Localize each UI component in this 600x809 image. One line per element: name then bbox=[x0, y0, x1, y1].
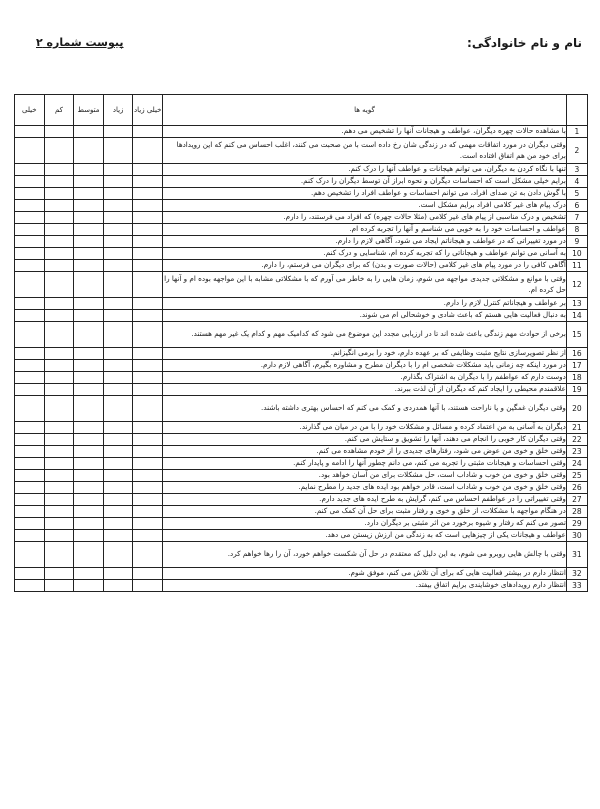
answer-cell[interactable] bbox=[44, 322, 74, 348]
answer-cell[interactable] bbox=[44, 506, 74, 518]
answer-cell[interactable] bbox=[103, 260, 133, 272]
answer-cell[interactable] bbox=[133, 138, 163, 164]
answer-cell[interactable] bbox=[15, 580, 45, 592]
item-row bbox=[15, 260, 588, 272]
item-number: 11 bbox=[566, 260, 587, 272]
answer-cell[interactable] bbox=[133, 322, 163, 348]
answer-cell[interactable] bbox=[103, 470, 133, 482]
item-row bbox=[15, 126, 588, 138]
answer-cell[interactable] bbox=[133, 530, 163, 542]
item-statement: وقتی دیگران کار خوبی را انجام می دهند، آنها را تشویق و ستایش می کنم. bbox=[163, 434, 567, 446]
item-statement: وقتی خلق و خوی من خوب و شاداب است، حل مشکلات برای من آسان خواهد بود. bbox=[163, 470, 567, 482]
answer-cell[interactable] bbox=[133, 188, 163, 200]
answer-cell[interactable] bbox=[44, 126, 74, 138]
header-row bbox=[15, 95, 588, 126]
answer-cell[interactable] bbox=[44, 568, 74, 580]
answer-cell[interactable] bbox=[74, 384, 104, 396]
item-number: 18 bbox=[566, 372, 587, 384]
item-statement: درک پیام های غیر کلامی افراد برایم مشکل است. bbox=[163, 200, 567, 212]
option-header-low: کم bbox=[44, 95, 74, 126]
answer-cell[interactable] bbox=[133, 310, 163, 322]
answer-cell[interactable] bbox=[103, 272, 133, 298]
answer-cell[interactable] bbox=[74, 446, 104, 458]
item-number: 21 bbox=[566, 422, 587, 434]
answer-cell[interactable] bbox=[74, 568, 104, 580]
item-statement: در هنگام مواجهه با مشکلات، از خلق و خوی و رفتار مثبت برای حل آن کمک می کنم. bbox=[163, 506, 567, 518]
item-number: 16 bbox=[566, 348, 587, 360]
answer-cell[interactable] bbox=[103, 396, 133, 422]
answer-cell[interactable] bbox=[103, 138, 133, 164]
option-header-medium: متوسط bbox=[74, 95, 104, 126]
answer-cell[interactable] bbox=[133, 422, 163, 434]
item-row bbox=[15, 422, 588, 434]
answer-cell[interactable] bbox=[74, 164, 104, 176]
answer-cell[interactable] bbox=[15, 482, 45, 494]
item-statement: وقتی با موانع و مشکلاتی جدیدی مواجهه می شوم، زمان هایی را به خاطر می آورم که با مشکلاتی مشابه با این مواجهه بوده ام و آنها را حل کرده ام. bbox=[163, 272, 567, 298]
item-number: 14 bbox=[566, 310, 587, 322]
answer-cell[interactable] bbox=[103, 310, 133, 322]
item-number: 13 bbox=[566, 298, 587, 310]
answer-cell[interactable] bbox=[74, 188, 104, 200]
item-number: 25 bbox=[566, 470, 587, 482]
answer-cell[interactable] bbox=[133, 458, 163, 470]
answer-cell[interactable] bbox=[44, 248, 74, 260]
answer-cell[interactable] bbox=[74, 212, 104, 224]
item-statement: وقتی دیگران در مورد اتفاقات مهمی که در زندگی شان رخ داده است با من صحبت می کنند، اغلب احساس می کنم که این رویدادها برای خود من هم اتفاق افتاده است. bbox=[163, 138, 567, 164]
answer-cell[interactable] bbox=[103, 188, 133, 200]
answer-cell[interactable] bbox=[103, 322, 133, 348]
item-number: 30 bbox=[566, 530, 587, 542]
answer-cell[interactable] bbox=[133, 248, 163, 260]
answer-cell[interactable] bbox=[15, 248, 45, 260]
answer-cell[interactable] bbox=[44, 482, 74, 494]
answer-cell[interactable] bbox=[74, 470, 104, 482]
item-row bbox=[15, 396, 588, 422]
item-number: 31 bbox=[566, 542, 587, 568]
answer-cell[interactable] bbox=[15, 568, 45, 580]
item-statement: دوست دارم که عواطفم را با دیگران به اشتراک بگذارم. bbox=[163, 372, 567, 384]
answer-cell[interactable] bbox=[44, 518, 74, 530]
answer-cell[interactable] bbox=[103, 494, 133, 506]
answer-cell[interactable] bbox=[133, 396, 163, 422]
item-number: 1 bbox=[566, 126, 587, 138]
item-number: 7 bbox=[566, 212, 587, 224]
answer-cell[interactable] bbox=[44, 458, 74, 470]
item-statement: به دنبال فعالیت هایی هستم که باعث شادی و خوشحالی ام می شوند. bbox=[163, 310, 567, 322]
answer-cell[interactable] bbox=[15, 384, 45, 396]
answer-cell[interactable] bbox=[44, 494, 74, 506]
answer-cell[interactable] bbox=[15, 434, 45, 446]
answer-cell[interactable] bbox=[15, 530, 45, 542]
answer-cell[interactable] bbox=[74, 200, 104, 212]
item-number: 29 bbox=[566, 518, 587, 530]
item-row bbox=[15, 224, 588, 236]
item-statement: وقتی با چالش هایی روبرو می شوم، به این دلیل که معتقدم در حل آن شکست خواهم خورد، آن را رها خواهم کرد. bbox=[163, 542, 567, 568]
answer-cell[interactable] bbox=[15, 506, 45, 518]
item-row bbox=[15, 348, 588, 360]
answer-cell[interactable] bbox=[74, 224, 104, 236]
item-row bbox=[15, 542, 588, 568]
answer-cell[interactable] bbox=[74, 494, 104, 506]
item-row bbox=[15, 518, 588, 530]
answer-cell[interactable] bbox=[15, 188, 45, 200]
answer-cell[interactable] bbox=[44, 470, 74, 482]
answer-cell[interactable] bbox=[44, 580, 74, 592]
answer-cell[interactable] bbox=[103, 568, 133, 580]
answer-cell[interactable] bbox=[133, 176, 163, 188]
answer-cell[interactable] bbox=[103, 348, 133, 360]
item-row bbox=[15, 200, 588, 212]
answer-cell[interactable] bbox=[103, 434, 133, 446]
item-row bbox=[15, 310, 588, 322]
item-statement: عواطف و احساسات خود را به خوبی می شناسم و آنها را تجربه کرده ام. bbox=[163, 224, 567, 236]
appendix-label: پیوست شماره ۲ bbox=[36, 36, 124, 49]
item-number: 23 bbox=[566, 446, 587, 458]
option-header-high: زیاد bbox=[103, 95, 133, 126]
item-number: 32 bbox=[566, 568, 587, 580]
item-number: 6 bbox=[566, 200, 587, 212]
item-statement: دیگران به آسانی به من اعتماد کرده و مسائل و مشکلات خود را با من در میان می گذارند. bbox=[163, 422, 567, 434]
answer-cell[interactable] bbox=[103, 482, 133, 494]
answer-cell[interactable] bbox=[74, 260, 104, 272]
item-row bbox=[15, 494, 588, 506]
answer-cell[interactable] bbox=[44, 384, 74, 396]
answer-cell[interactable] bbox=[133, 568, 163, 580]
answer-cell[interactable] bbox=[15, 494, 45, 506]
item-number: 26 bbox=[566, 482, 587, 494]
answer-cell[interactable] bbox=[15, 322, 45, 348]
answer-cell[interactable] bbox=[133, 372, 163, 384]
item-row bbox=[15, 372, 588, 384]
item-number: 4 bbox=[566, 176, 587, 188]
item-number: 28 bbox=[566, 506, 587, 518]
item-statement: علاقمندم محیطی را ایجاد کنم که دیگران از آن لذت ببرند. bbox=[163, 384, 567, 396]
answer-cell[interactable] bbox=[15, 360, 45, 372]
item-number: 19 bbox=[566, 384, 587, 396]
item-statement: با گوش دادن به تن صدای افراد، می توانم احساسات و عواطف افراد را تشخیص دهم. bbox=[163, 188, 567, 200]
item-statement: تنها با نگاه کردن به دیگران، می توانم هیجانات و عواطف آنها را درک کنم. bbox=[163, 164, 567, 176]
item-statement: وقتی تغییراتی را در عواطفم احساس می کنم، گرایش به طرح ایده های جدید دارم. bbox=[163, 494, 567, 506]
item-statement: آگاهی کافی را در مورد پیام های غیر کلامی (حالات صورت و بدن) که برای دیگران می فرستم، را دارم. bbox=[163, 260, 567, 272]
item-row bbox=[15, 506, 588, 518]
answer-cell[interactable] bbox=[15, 212, 45, 224]
answer-cell[interactable] bbox=[74, 372, 104, 384]
answer-cell[interactable] bbox=[74, 176, 104, 188]
item-statement: وقتی خلق و خوی من عوض می شود، رفتارهای جدیدی را از خودم مشاهده می کنم. bbox=[163, 446, 567, 458]
answer-cell[interactable] bbox=[133, 260, 163, 272]
item-row bbox=[15, 138, 588, 164]
item-row bbox=[15, 458, 588, 470]
item-number: 27 bbox=[566, 494, 587, 506]
answer-cell[interactable] bbox=[15, 372, 45, 384]
item-row bbox=[15, 446, 588, 458]
answer-cell[interactable] bbox=[44, 360, 74, 372]
answer-cell[interactable] bbox=[133, 298, 163, 310]
item-row bbox=[15, 248, 588, 260]
answer-cell[interactable] bbox=[133, 470, 163, 482]
item-row bbox=[15, 434, 588, 446]
item-statement: وقتی دیگران غمگین و یا ناراحت هستند، با آنها همدردی و کمک می کنم که احساس بهتری داشته باشند. bbox=[163, 396, 567, 422]
item-row bbox=[15, 360, 588, 372]
item-statement: برایم خیلی مشکل است که احساسات دیگران و نحوه ابراز آن توسط دیگران را درک کنم. bbox=[163, 176, 567, 188]
item-number: 3 bbox=[566, 164, 587, 176]
answer-cell[interactable] bbox=[133, 236, 163, 248]
answer-cell[interactable] bbox=[44, 236, 74, 248]
answer-cell[interactable] bbox=[44, 310, 74, 322]
answer-cell[interactable] bbox=[15, 348, 45, 360]
answer-cell[interactable] bbox=[133, 506, 163, 518]
answer-cell[interactable] bbox=[103, 372, 133, 384]
answer-cell[interactable] bbox=[103, 422, 133, 434]
item-statement: انتظار دارم در بیشتر فعالیت هایی که برای آن تلاش می کنم، موفق شوم. bbox=[163, 568, 567, 580]
answer-cell[interactable] bbox=[44, 272, 74, 298]
answer-cell[interactable] bbox=[44, 298, 74, 310]
answer-cell[interactable] bbox=[15, 542, 45, 568]
item-statement: به آسانی می توانم عواطف و هیجاناتی را که تجربه کرده ام، شناسایی و درک کنم. bbox=[163, 248, 567, 260]
answer-cell[interactable] bbox=[15, 272, 45, 298]
answer-cell[interactable] bbox=[133, 212, 163, 224]
answer-cell[interactable] bbox=[103, 200, 133, 212]
answer-cell[interactable] bbox=[74, 322, 104, 348]
item-number: 17 bbox=[566, 360, 587, 372]
answer-cell[interactable] bbox=[74, 580, 104, 592]
item-number: 12 bbox=[566, 272, 587, 298]
answer-cell[interactable] bbox=[44, 422, 74, 434]
answer-cell[interactable] bbox=[103, 126, 133, 138]
item-statement: عواطف و هیجانات یکی از چیزهایی است که به زندگی من ارزش زیستن می دهد. bbox=[163, 530, 567, 542]
item-row bbox=[15, 470, 588, 482]
answer-cell[interactable] bbox=[74, 434, 104, 446]
answer-cell[interactable] bbox=[74, 422, 104, 434]
answer-cell[interactable] bbox=[15, 138, 45, 164]
answer-cell[interactable] bbox=[103, 580, 133, 592]
name-field-label: نام و نام خانوادگی: bbox=[467, 36, 582, 50]
item-statement: بر عواطف و هیجاناتم کنترل لازم را دارم. bbox=[163, 298, 567, 310]
answer-cell[interactable] bbox=[44, 434, 74, 446]
item-statement: تصور می کنم که رفتار و شیوه برخورد من اثر مثبتی بر دیگران دارد. bbox=[163, 518, 567, 530]
item-row bbox=[15, 176, 588, 188]
answer-cell[interactable] bbox=[133, 164, 163, 176]
item-number: 20 bbox=[566, 396, 587, 422]
answer-cell[interactable] bbox=[74, 248, 104, 260]
answer-cell[interactable] bbox=[15, 470, 45, 482]
answer-cell[interactable] bbox=[44, 224, 74, 236]
answer-cell[interactable] bbox=[44, 164, 74, 176]
answer-cell[interactable] bbox=[74, 138, 104, 164]
statements-column-header: گویه ها bbox=[163, 95, 567, 126]
answer-cell[interactable] bbox=[44, 530, 74, 542]
answer-cell[interactable] bbox=[133, 580, 163, 592]
item-row bbox=[15, 212, 588, 224]
item-number: 10 bbox=[566, 248, 587, 260]
answer-cell[interactable] bbox=[44, 542, 74, 568]
answer-cell[interactable] bbox=[74, 458, 104, 470]
answer-cell[interactable] bbox=[103, 248, 133, 260]
answer-cell[interactable] bbox=[74, 518, 104, 530]
item-statement: وقتی خلق و خوی من خوب و شاداب است، قادر خواهم بود ایده های جدید را مطرح نمایم. bbox=[163, 482, 567, 494]
answer-cell[interactable] bbox=[133, 224, 163, 236]
answer-cell[interactable] bbox=[74, 542, 104, 568]
answer-cell[interactable] bbox=[103, 530, 133, 542]
questionnaire-body bbox=[15, 126, 588, 592]
answer-cell[interactable] bbox=[103, 224, 133, 236]
answer-cell[interactable] bbox=[44, 348, 74, 360]
answer-cell[interactable] bbox=[103, 236, 133, 248]
answer-cell[interactable] bbox=[44, 188, 74, 200]
answer-cell[interactable] bbox=[44, 138, 74, 164]
answer-cell[interactable] bbox=[74, 530, 104, 542]
answer-cell[interactable] bbox=[103, 298, 133, 310]
answer-cell[interactable] bbox=[133, 126, 163, 138]
item-row bbox=[15, 322, 588, 348]
answer-cell[interactable] bbox=[103, 446, 133, 458]
answer-cell[interactable] bbox=[74, 126, 104, 138]
item-statement: در مورد تغییراتی که در عواطف و هیجاناتم ایجاد می شود، آگاهی لازم را دارم. bbox=[163, 236, 567, 248]
item-number: 33 bbox=[566, 580, 587, 592]
answer-cell[interactable] bbox=[74, 482, 104, 494]
answer-cell[interactable] bbox=[44, 446, 74, 458]
item-statement: برخی از حوادث مهم زندگی باعث شده اند تا در ارزیابی مجدد این موضوع می شود که کدامیک مهم و کدام یک غیر مهم هستند. bbox=[163, 322, 567, 348]
item-row bbox=[15, 164, 588, 176]
item-row bbox=[15, 272, 588, 298]
answer-cell[interactable] bbox=[103, 176, 133, 188]
item-row bbox=[15, 482, 588, 494]
item-number: 24 bbox=[566, 458, 587, 470]
answer-cell[interactable] bbox=[103, 518, 133, 530]
item-statement: با مشاهده حالات چهره دیگران، عواطف و هیجانات آنها را تشخیص می دهم. bbox=[163, 126, 567, 138]
answer-cell[interactable] bbox=[103, 384, 133, 396]
answer-cell[interactable] bbox=[103, 542, 133, 568]
answer-cell[interactable] bbox=[133, 482, 163, 494]
answer-cell[interactable] bbox=[74, 360, 104, 372]
answer-cell[interactable] bbox=[133, 272, 163, 298]
item-statement: از نظر تصویرسازی نتایج مثبت وظایفی که بر عهده دارم، خود را برمی انگیزانم. bbox=[163, 348, 567, 360]
item-number: 9 bbox=[566, 236, 587, 248]
answer-cell[interactable] bbox=[103, 360, 133, 372]
option-header-very-low: خیلی bbox=[15, 95, 45, 126]
answer-cell[interactable] bbox=[133, 348, 163, 360]
answer-cell[interactable] bbox=[103, 212, 133, 224]
item-row bbox=[15, 580, 588, 592]
answer-cell[interactable] bbox=[133, 518, 163, 530]
answer-cell[interactable] bbox=[133, 360, 163, 372]
answer-cell[interactable] bbox=[133, 494, 163, 506]
answer-cell[interactable] bbox=[15, 446, 45, 458]
item-number: 15 bbox=[566, 322, 587, 348]
answer-cell[interactable] bbox=[133, 434, 163, 446]
answer-cell[interactable] bbox=[44, 176, 74, 188]
number-column-header bbox=[566, 95, 587, 126]
option-header-very-high: خیلی زیاد bbox=[133, 95, 163, 126]
answer-cell[interactable] bbox=[103, 458, 133, 470]
answer-cell[interactable] bbox=[44, 372, 74, 384]
answer-cell[interactable] bbox=[74, 506, 104, 518]
answer-cell[interactable] bbox=[15, 458, 45, 470]
answer-cell[interactable] bbox=[44, 200, 74, 212]
answer-cell[interactable] bbox=[15, 126, 45, 138]
answer-cell[interactable] bbox=[74, 236, 104, 248]
item-row bbox=[15, 568, 588, 580]
answer-cell[interactable] bbox=[15, 310, 45, 322]
answer-cell[interactable] bbox=[15, 396, 45, 422]
answer-cell[interactable] bbox=[15, 236, 45, 248]
answer-cell[interactable] bbox=[44, 396, 74, 422]
answer-cell[interactable] bbox=[74, 310, 104, 322]
answer-cell[interactable] bbox=[103, 164, 133, 176]
answer-cell[interactable] bbox=[15, 260, 45, 272]
answer-cell[interactable] bbox=[133, 542, 163, 568]
answer-cell[interactable] bbox=[74, 348, 104, 360]
answer-cell[interactable] bbox=[15, 200, 45, 212]
answer-cell[interactable] bbox=[74, 298, 104, 310]
answer-cell[interactable] bbox=[15, 164, 45, 176]
item-number: 8 bbox=[566, 224, 587, 236]
answer-cell[interactable] bbox=[44, 212, 74, 224]
item-row bbox=[15, 188, 588, 200]
answer-cell[interactable] bbox=[133, 384, 163, 396]
answer-cell[interactable] bbox=[103, 506, 133, 518]
item-statement: تشخیص و درک مناسبی از پیام های غیر کلامی (مثلا حالات چهره) که افراد می فرستند، را دارم. bbox=[163, 212, 567, 224]
item-number: 2 bbox=[566, 138, 587, 164]
item-number: 22 bbox=[566, 434, 587, 446]
answer-cell[interactable] bbox=[133, 200, 163, 212]
answer-cell[interactable] bbox=[15, 176, 45, 188]
item-statement: انتظار دارم رویدادهای خوشایندی برایم اتفاق بیفتد. bbox=[163, 580, 567, 592]
answer-cell[interactable] bbox=[15, 422, 45, 434]
answer-cell[interactable] bbox=[133, 446, 163, 458]
item-row bbox=[15, 384, 588, 396]
item-row bbox=[15, 236, 588, 248]
answer-cell[interactable] bbox=[74, 396, 104, 422]
item-statement: وقتی احساسات و هیجانات مثبتی را تجربه می کنم، می دانم چطور آنها را ادامه و پایدار کنم. bbox=[163, 458, 567, 470]
answer-cell[interactable] bbox=[74, 272, 104, 298]
answer-cell[interactable] bbox=[15, 518, 45, 530]
questionnaire-table bbox=[14, 94, 588, 592]
answer-cell[interactable] bbox=[15, 224, 45, 236]
item-row bbox=[15, 298, 588, 310]
answer-cell[interactable] bbox=[44, 260, 74, 272]
item-number: 5 bbox=[566, 188, 587, 200]
item-statement: در مورد اینکه چه زمانی باید مشکلات شخصی ام را با دیگران مطرح و مشاوره بگیرم، آگاهی لازم دارم. bbox=[163, 360, 567, 372]
answer-cell[interactable] bbox=[15, 298, 45, 310]
item-row bbox=[15, 530, 588, 542]
